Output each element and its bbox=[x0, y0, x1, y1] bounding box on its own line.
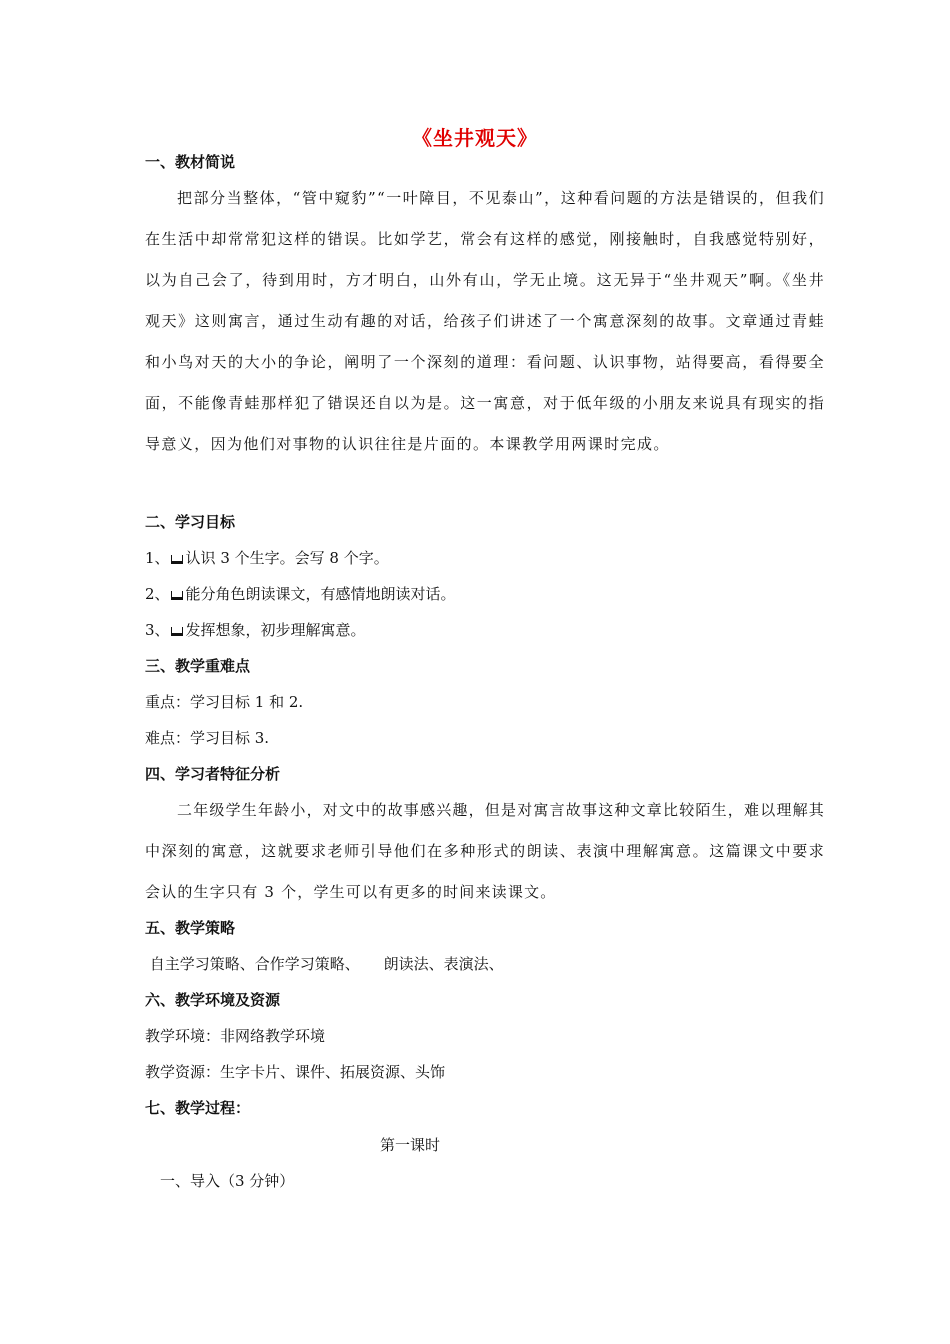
section-heading-strategy: 五、教学策略 bbox=[145, 919, 236, 937]
section-heading-process: 七、教学过程： bbox=[145, 1099, 251, 1117]
section-heading-goals: 二、学习目标 bbox=[145, 513, 236, 531]
list-marker-icon bbox=[171, 627, 183, 636]
goal-item-3-text: 发挥想象，初步理解寓意。 bbox=[185, 621, 366, 639]
overview-paragraph: 把部分当整体，“管中窥豹”“一叶障目，不见泰山”，这种看问题的方法是错误的，但我们在生活中却常常犯这样的错误。比如学艺，常会有这样的感觉，刚接触时，自我感觉特别好，以为自己会了，待到用时，方才明白，山外有山，学无止境。这无异于“坐井观天”啊。《坐井观天》这则寓言，通过生动有趣的对话，给孩子们讲述了一个寓意深刻的故事。文章通过青蛙和小鸟对天的大小的争论，阐明了一个深刻的道理：看问题、认识事物，站得要高，看得要全面，不能像青蛙那样犯了错误还自以为是。这一寓意，对于低年级的小朋友来说具有现实的指导意义，因为他们对事物的认识往往是片面的。本课教学用两课时完成。 bbox=[145, 189, 825, 453]
section-heading-learner-analysis: 四、学习者特征分析 bbox=[145, 765, 281, 783]
learner-analysis-paragraph: 二年级学生年龄小，对文中的故事感兴趣，但是对寓言故事这种文章比较陌生，难以理解其中深刻的寓意，这就要求老师引导他们在多种形式的朗读、表演中理解寓意。这篇课文中要求会认的生字只有 3 个，学生可以有更多的时间来读课文。 bbox=[145, 801, 826, 901]
list-marker-icon bbox=[171, 591, 183, 600]
list-marker-icon bbox=[171, 555, 183, 564]
goal-item-2-text: 能分角色朗读课文，有感情地朗读对话。 bbox=[185, 585, 456, 603]
goal-item-2 bbox=[145, 584, 456, 604]
goal-item-1 bbox=[145, 548, 389, 568]
lesson-label: 第一课时 bbox=[379, 1136, 440, 1154]
goal-item-3 bbox=[145, 620, 366, 640]
goal-item-1-number: 1、 bbox=[145, 549, 170, 567]
goal-item-1-text: 认识 3 个生字。会写 8 个字。 bbox=[185, 549, 389, 567]
strategy-line: 自主学习策略、合作学习策略、 朗读法、表演法、 bbox=[145, 955, 504, 973]
section-heading-overview: 一、教材简说 bbox=[145, 153, 236, 171]
difficult-point-line: 难点：学习目标 3. bbox=[145, 729, 270, 747]
environment-line: 教学环境：非网络教学环境 bbox=[145, 1027, 326, 1045]
process-step-1: 一、导入（3 分钟） bbox=[160, 1172, 295, 1190]
section-heading-environment: 六、教学环境及资源 bbox=[145, 991, 281, 1009]
key-point-line: 重点：学习目标 1 和 2. bbox=[145, 693, 304, 711]
document-title: 《坐井观天》 bbox=[412, 126, 538, 150]
section-heading-key-points: 三、教学重难点 bbox=[145, 657, 251, 675]
resources-line: 教学资源：生字卡片、课件、拓展资源、头饰 bbox=[145, 1063, 446, 1081]
goal-item-3-number: 3、 bbox=[145, 621, 170, 639]
goal-item-2-number: 2、 bbox=[145, 585, 170, 603]
